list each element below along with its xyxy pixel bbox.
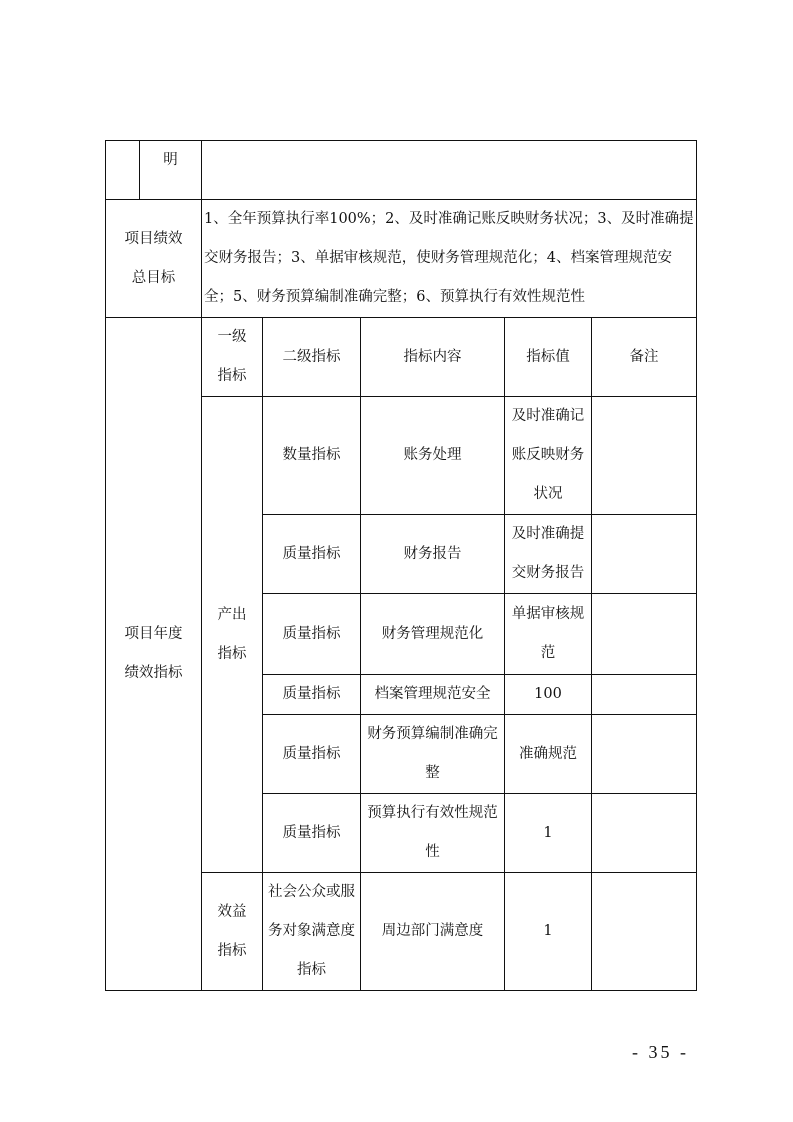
note-cell bbox=[592, 794, 697, 873]
header-label: 明 bbox=[163, 152, 178, 168]
value-cell: 1 bbox=[505, 794, 592, 873]
value-cell: 及时准确提交财务报告 bbox=[505, 515, 592, 594]
page-number: - 35 - bbox=[632, 1042, 689, 1062]
content-header: 指标内容 bbox=[361, 318, 505, 397]
level2-cell: 质量指标 bbox=[263, 515, 361, 594]
level2-header: 二级指标 bbox=[263, 318, 361, 397]
performance-table bbox=[105, 140, 697, 991]
note-header: 备注 bbox=[592, 318, 697, 397]
output-indicator-label: 产出指标 bbox=[202, 397, 263, 873]
level2-cell: 社会公众或服务对象满意度指标 bbox=[263, 873, 361, 991]
note-cell bbox=[592, 397, 697, 515]
note-cell bbox=[592, 715, 697, 794]
value-cell: 准确规范 bbox=[505, 715, 592, 794]
value-cell: 1 bbox=[505, 873, 592, 991]
level2-cell: 质量指标 bbox=[263, 594, 361, 675]
header-spacer bbox=[106, 141, 140, 199]
content-cell: 财务报告 bbox=[361, 515, 505, 594]
benefit-indicator-label: 效益指标 bbox=[202, 873, 263, 991]
level2-cell: 数量指标 bbox=[263, 397, 361, 515]
note-cell bbox=[592, 515, 697, 594]
goal-row bbox=[106, 200, 697, 318]
content-cell: 周边部门满意度 bbox=[361, 873, 505, 991]
level2-cell: 质量指标 bbox=[263, 715, 361, 794]
indicator-section-label: 项目年度绩效指标 bbox=[106, 318, 202, 991]
note-cell bbox=[592, 594, 697, 675]
content-cell: 财务预算编制准确完整 bbox=[361, 715, 505, 794]
content-cell: 预算执行有效性规范性 bbox=[361, 794, 505, 873]
indicator-header-row bbox=[106, 318, 697, 397]
goal-label: 项目绩效总目标 bbox=[106, 200, 202, 318]
content-cell: 档案管理规范安全 bbox=[361, 675, 505, 715]
value-header: 指标值 bbox=[505, 318, 592, 397]
header-label-cell bbox=[106, 141, 202, 200]
note-cell bbox=[592, 675, 697, 715]
level2-cell: 质量指标 bbox=[263, 794, 361, 873]
value-cell: 及时准确记账反映财务状况 bbox=[505, 397, 592, 515]
value-cell: 单据审核规范 bbox=[505, 594, 592, 675]
header-row bbox=[106, 141, 697, 200]
content-cell: 财务管理规范化 bbox=[361, 594, 505, 675]
level1-header: 一级指标 bbox=[202, 318, 263, 397]
goal-text: 1、全年预算执行率100%；2、及时准确记账反映财务状况；3、及时准确提交财务报告；3、单据审核规范，使财务管理规范化；4、档案管理规范安全；5、财务预算编制准确完整；6、预算执行有效性规范性 bbox=[202, 200, 697, 318]
level2-cell: 质量指标 bbox=[263, 675, 361, 715]
value-cell: 100 bbox=[505, 675, 592, 715]
header-value bbox=[202, 141, 697, 200]
content-cell: 账务处理 bbox=[361, 397, 505, 515]
note-cell bbox=[592, 873, 697, 991]
